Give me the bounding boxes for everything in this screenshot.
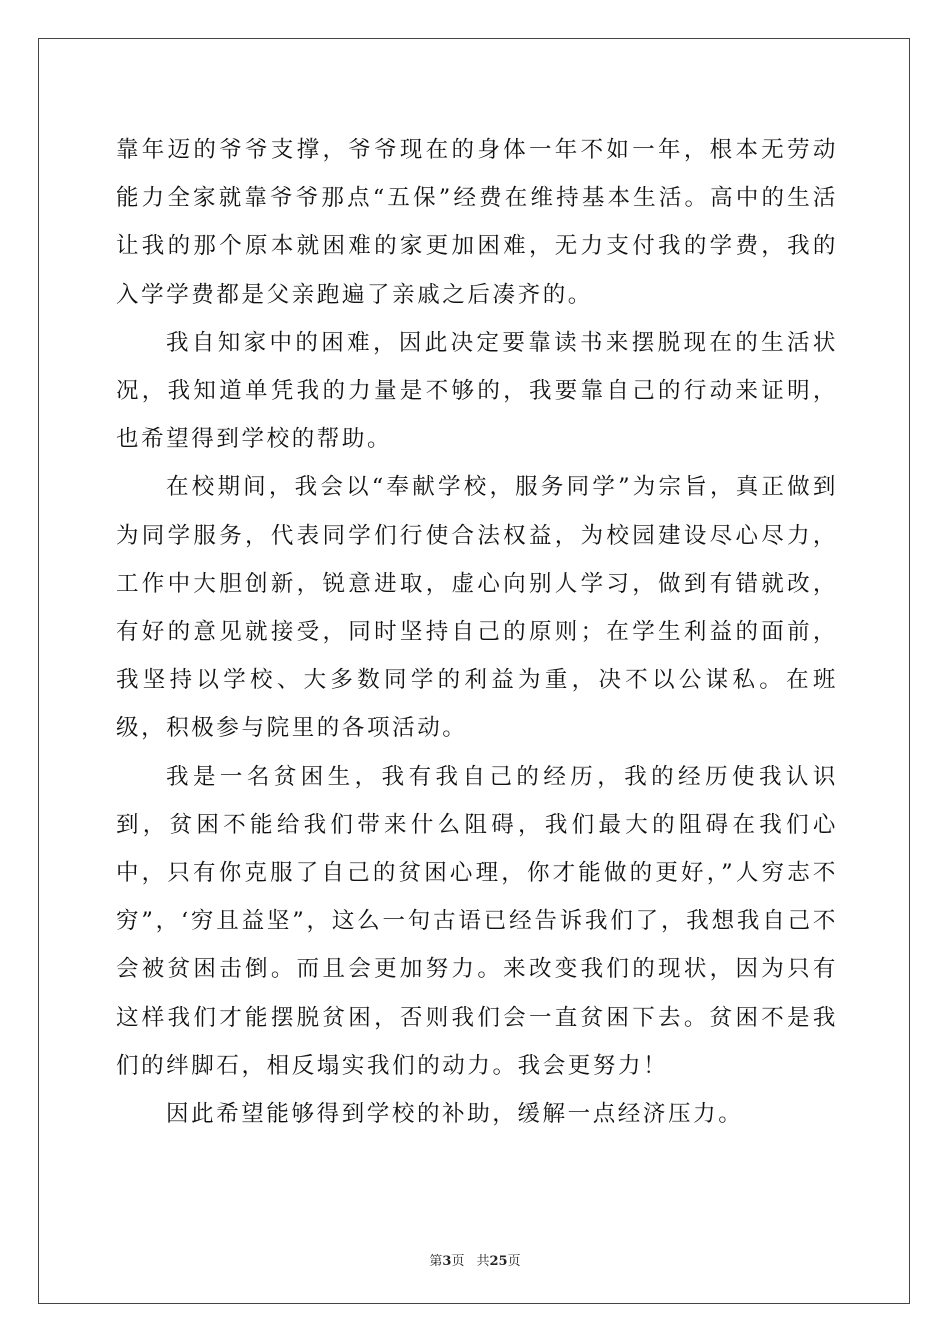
paragraph-5: 因此希望能够得到学校的补助，缓解一点经济压力。: [166, 1101, 744, 1128]
page-footer: [0, 1250, 950, 1269]
total-prefix: 共: [476, 1254, 490, 1269]
paragraph-3: 在校期间，我会以“奉献学校，服务同学”为宗旨，真正做到为同学服务，代表同学们行使合法权益，为校园建设尽心尽力，工作中大胆创新，锐意进取，虚心向别人学习，做到有错就改，有好的意见就接受，同时坚持自己的原则；在学生利益的面前，我坚持以学校、大多数同学的利益为重，决不以公谋私。在班级，积极参与院里的各项活动。: [116, 474, 838, 742]
paragraph-2: 我自知家中的困难，因此决定要靠读书来摆脱现在的生活状况，我知道单凭我的力量是不够的，我要靠自己的行动来证明，也希望得到学校的帮助。: [116, 329, 838, 453]
total-suffix: 页: [507, 1254, 521, 1269]
document-body: [116, 126, 838, 1138]
paragraph-4: 我是一名贫困生，我有我自己的经历，我的经历使我认识到，贫困不能给我们带来什么阻碍，我们最大的阻碍在我们心中，只有你克服了自己的贫困心理，你才能做的更好，”人穷志不穷”，‘穷且益坚”，这么一句古语已经告诉我们了，我想我自己不会被贫困击倒。而且会更加努力。来改变我们的现状，因为只有这样我们才能摆脱贫困，否则我们会一直贫困下去。贫困不是我们的绊脚石，相反塌实我们的动力。我会更努力！: [116, 763, 838, 1079]
total-pages: 25: [489, 1254, 508, 1269]
page-prefix: 第: [429, 1254, 443, 1269]
page-suffix: 页: [451, 1254, 465, 1269]
page-number: 3: [442, 1254, 452, 1269]
paragraph-1: 靠年迈的爷爷支撑，爷爷现在的身体一年不如一年，根本无劳动能力全家就靠爷爷那点“五保”经费在维持基本生活。高中的生活让我的那个原本就困难的家更加困难，无力支付我的学费，我的入学学费都是父亲跑遍了亲戚之后凑齐的。: [116, 137, 838, 308]
